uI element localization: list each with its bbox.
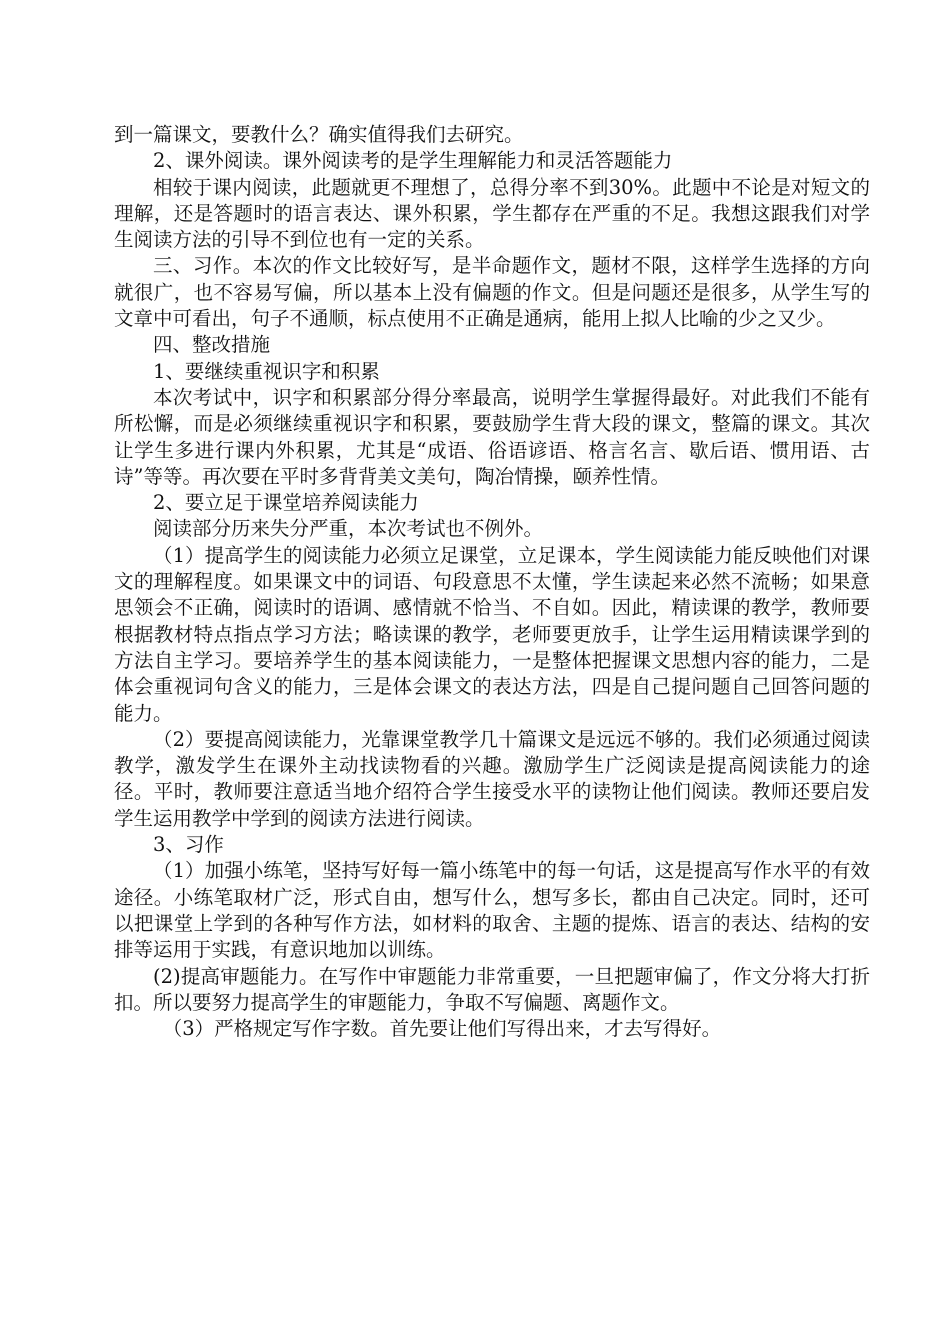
subheading-literacy: 1、要继续重视识字和积累 [153,359,380,383]
subheading-reading: 2、要立足于课堂培养阅读能力 [153,491,419,515]
paragraph-extracurricular-reading-analysis: 相较于课内阅读，此题就更不理想了，总得分率不到30%。此题中不论是对短文的理解，还是答题时的语言表达、课外积累，学生都存在严重的不足。我想这跟我们对学生阅读方法的引导不到位也有一定的关系。 [114,175,870,252]
subheading-writing: 3、习作 [153,833,224,857]
section-heading-measures: 四、整改措施 [153,333,271,357]
paragraph-writing-analysis: 三、习作。本次的作文比较好写，是半命题作文，题材不限，这样学生选择的方向就很广，也不容易写偏，所以基本上没有偏题的作文。但是问题还是很多，从学生写的文章中可看出，句子不通顺，标点使用不正确是通病，能用上拟人比喻的少之又少。 [114,254,870,331]
paragraph-continuation: 到一篇课文，要教什么？确实值得我们去研究。 [114,123,524,146]
document-body [114,122,870,1042]
paragraph-writing-point-2: (2)提高审题能力。在写作中审题能力非常重要，一旦把题审偏了，作文分将大打折扣。所以要努力提高学生的审题能力，争取不写偏题、离题作文。 [114,964,870,1014]
paragraph-writing-point-1: （1）加强小练笔，坚持写好每一篇小练笔中的每一句话，这是提高写作水平的有效途径。小练笔取材广泛，形式自由，想写什么，想写多长，都由自己决定。同时，还可以把课堂上学到的各种写作方法，如材料的取舍、主题的提炼、语言的表达、结构的安排等运用于实践，有意识地加以训练。 [114,859,870,962]
paragraph-extracurricular-reading-heading: 2、课外阅读。课外阅读考的是学生理解能力和灵活答题能力 [153,149,673,173]
paragraph-reading-point-1: （1）提高学生的阅读能力必须立足课堂，立足课本，学生阅读能力能反映他们对课文的理解程度。如果课文中的词语、句段意思不太懂，学生读起来必然不流畅；如果意思领会不正确，阅读时的语调、感情就不恰当、不自如。因此，精读课的教学，教师要根据教材特点指点学习方法；略读课的教学，老师要更放手，让学生运用精读课学到的方法自主学习。要培养学生的基本阅读能力，一是整体把握课文思想内容的能力，二是体会重视词句含义的能力，三是体会课文的表达方法，四是自己提问题自己回答问题的能力。 [114,543,870,725]
paragraph-reading-point-2: （2）要提高阅读能力，光靠课堂教学几十篇课文是远远不够的。我们必须通过阅读教学，激发学生在课外主动找读物看的兴趣。激励学生广泛阅读是提高阅读能力的途径。平时，教师要注意适当地介绍符合学生接受水平的读物让他们阅读。教师还要启发学生运用教学中学到的阅读方法进行阅读。 [114,727,870,830]
paragraph-reading-intro: 阅读部分历来失分严重，本次考试也不例外。 [153,517,544,541]
paragraph-literacy: 本次考试中，识字和积累部分得分率最高，说明学生掌握得最好。对此我们不能有所松懈，而是必须继续重视识字和积累，要鼓励学生背大段的课文，整篇的课文。其次让学生多进行课内外积累，尤其是“成语、俗语谚语、格言名言、歇后语、惯用语、古诗”等等。再次要在平时多背背美文美句，陶冶情操，颐养性情。 [114,385,870,488]
paragraph-writing-point-3: （3）严格规定写作字数。首先要让他们写得出来，才去写得好。 [162,1017,722,1041]
